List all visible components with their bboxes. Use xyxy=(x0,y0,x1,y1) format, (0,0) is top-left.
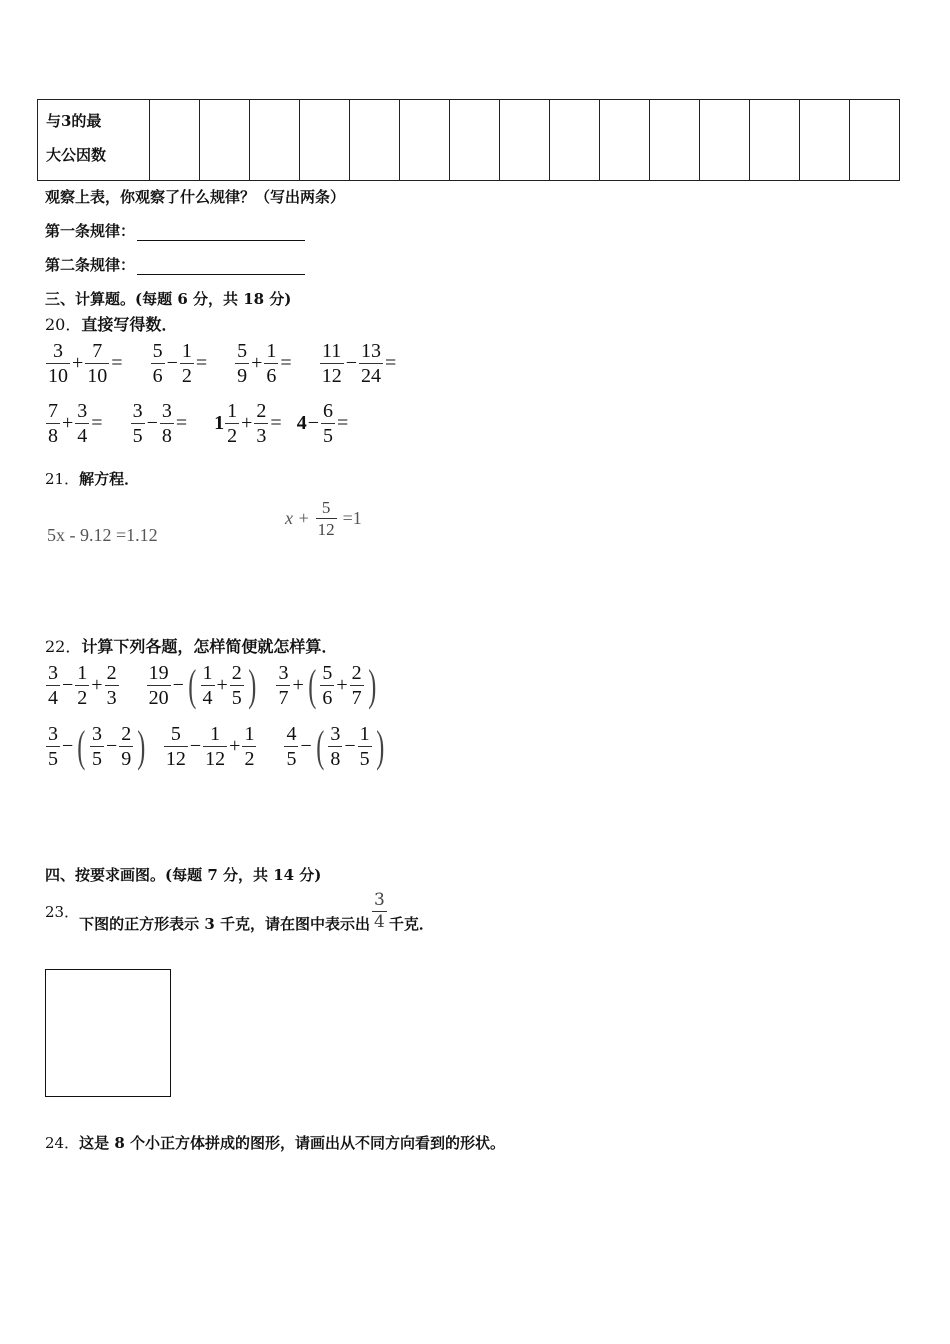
q22-title: 计算下列各题，怎样简便就怎样算． xyxy=(81,637,338,656)
rule2-label: 第二条规律： xyxy=(45,256,136,274)
table-cell[interactable] xyxy=(400,100,450,181)
fraction: $\frac{5}{12}$ xyxy=(317,498,335,539)
table-cell[interactable] xyxy=(850,100,900,181)
fraction: $\frac{7}{8}$ xyxy=(48,400,58,447)
table-cell[interactable] xyxy=(450,100,500,181)
fraction: $\frac{5}{6}$ xyxy=(152,340,163,387)
table-cell[interactable] xyxy=(200,100,250,181)
q24-text: 这是 8 个小正方体拼成的图形，请画出从不同方向看到的形状。 xyxy=(79,1134,505,1152)
fraction: $\frac{1}{2}$ xyxy=(181,340,192,387)
label-line1: 与3的最 xyxy=(46,112,102,130)
fraction: $\frac{3}{4}$ xyxy=(77,400,88,447)
table-cell[interactable] xyxy=(600,100,650,181)
q21-heading xyxy=(45,468,139,489)
fraction: $\frac{5}{9}$ xyxy=(237,340,248,387)
q22-number: 22． xyxy=(45,637,82,656)
table-cell[interactable] xyxy=(650,100,700,181)
q20-heading xyxy=(45,312,177,335)
rule2-blank[interactable] xyxy=(137,260,305,275)
rule1-line xyxy=(45,220,305,241)
table-row-label xyxy=(38,100,150,181)
q21-number: 21． xyxy=(45,470,80,488)
fraction: $\frac{7}{10}$ xyxy=(87,340,108,387)
q23-line xyxy=(45,889,434,934)
table-cell[interactable] xyxy=(250,100,300,181)
q20-row1: $\frac{3}{10}$ + $\frac{7}{10}$ = $\frac{5}{6}$ − $\frac{1}{2}$ = $\frac{5}{9}$ + $\frac{1}{6}$ = $\frac{11}{12}$ − $\frac{13}{24}$ = xyxy=(48,340,397,387)
q22-row2: $\frac{3}{5}$ − ( $\frac{3}{5}$ − $\frac{2}{9}$ ) $\frac{5}{12}$ − $\frac{1}{12}$ + $\frac{1}{2}$ $\frac{4}{5}$ − ( $\frac{3}{8}$ − $\frac{1}{5}$ ) xyxy=(48,721,385,771)
fraction: $\frac{13}{24}$ xyxy=(360,340,381,387)
q24-line xyxy=(45,1132,505,1153)
fraction: $\frac{3}{5}$ xyxy=(132,400,143,447)
table-cell[interactable] xyxy=(800,100,850,181)
table-cell[interactable] xyxy=(550,100,600,181)
q23-number: 23． xyxy=(45,903,80,921)
q20-title: 直接写得数． xyxy=(81,315,178,334)
table-cell[interactable] xyxy=(750,100,800,181)
rule1-blank[interactable] xyxy=(137,226,305,241)
table-cell[interactable] xyxy=(350,100,400,181)
q21-equation2: x + $\frac{5}{12}$ =1 xyxy=(285,498,362,539)
drawing-square[interactable] xyxy=(45,969,171,1097)
table-cell[interactable] xyxy=(150,100,200,181)
rule2-line xyxy=(45,254,305,275)
table-cell[interactable] xyxy=(500,100,550,181)
section4-title: 四、按要求画图。(每题 7 分，共 14 分) xyxy=(45,866,322,884)
q23-text-before: 下图的正方形表示 3 千克，请在图中表示出 xyxy=(79,915,370,933)
q22-heading xyxy=(45,634,337,657)
q20-row2: $\frac{7}{8}$ + $\frac{3}{4}$ = $\frac{3}{5}$ − $\frac{3}{8}$ = 1 $\frac{1}{2}$ + $\frac{2}{3}$ = 4 − $\frac{6}{5}$ = xyxy=(48,400,349,447)
fraction: $\frac{2}{3}$ xyxy=(256,400,267,447)
fraction: $\frac{1}{6}$ xyxy=(266,340,277,387)
q21-equation1: 5x - 9.12 =1.12 xyxy=(47,525,158,545)
fraction: $\frac{3}{10}$ xyxy=(48,340,68,387)
fraction: $\frac{6}{5}$ xyxy=(322,400,333,447)
q22-row1: $\frac{3}{4}$ − $\frac{1}{2}$ + $\frac{2}{3}$ $\frac{19}{20}$ − ( $\frac{1}{4}$ + $\frac{2}{5}$ ) $\frac{3}{7}$ + ( $\frac{5}{6}$ + $\frac{2}{7}$ ) xyxy=(48,660,377,710)
label-line2: 大公因数 xyxy=(46,146,107,164)
rule1-label: 第一条规律： xyxy=(45,222,136,240)
fraction: $\frac{1}{2}$ xyxy=(227,400,238,447)
q24-number: 24． xyxy=(45,1134,80,1152)
fraction: $\frac{3}{8}$ xyxy=(161,400,172,447)
gcd-table xyxy=(37,99,900,181)
q20-number: 20． xyxy=(45,315,82,334)
section3-title: 三、计算题。(每题 6 分，共 18 分) xyxy=(45,290,292,308)
q21-title: 解方程． xyxy=(79,470,140,488)
q23-text-after: 千克． xyxy=(388,915,434,933)
table-cell[interactable] xyxy=(300,100,350,181)
fraction: $\frac{3}{4}$ xyxy=(373,890,385,932)
fraction: $\frac{11}{12}$ xyxy=(321,340,342,387)
table-cell[interactable] xyxy=(700,100,750,181)
observe-question: 观察上表，你观察了什么规律？（写出两条） xyxy=(45,188,346,206)
